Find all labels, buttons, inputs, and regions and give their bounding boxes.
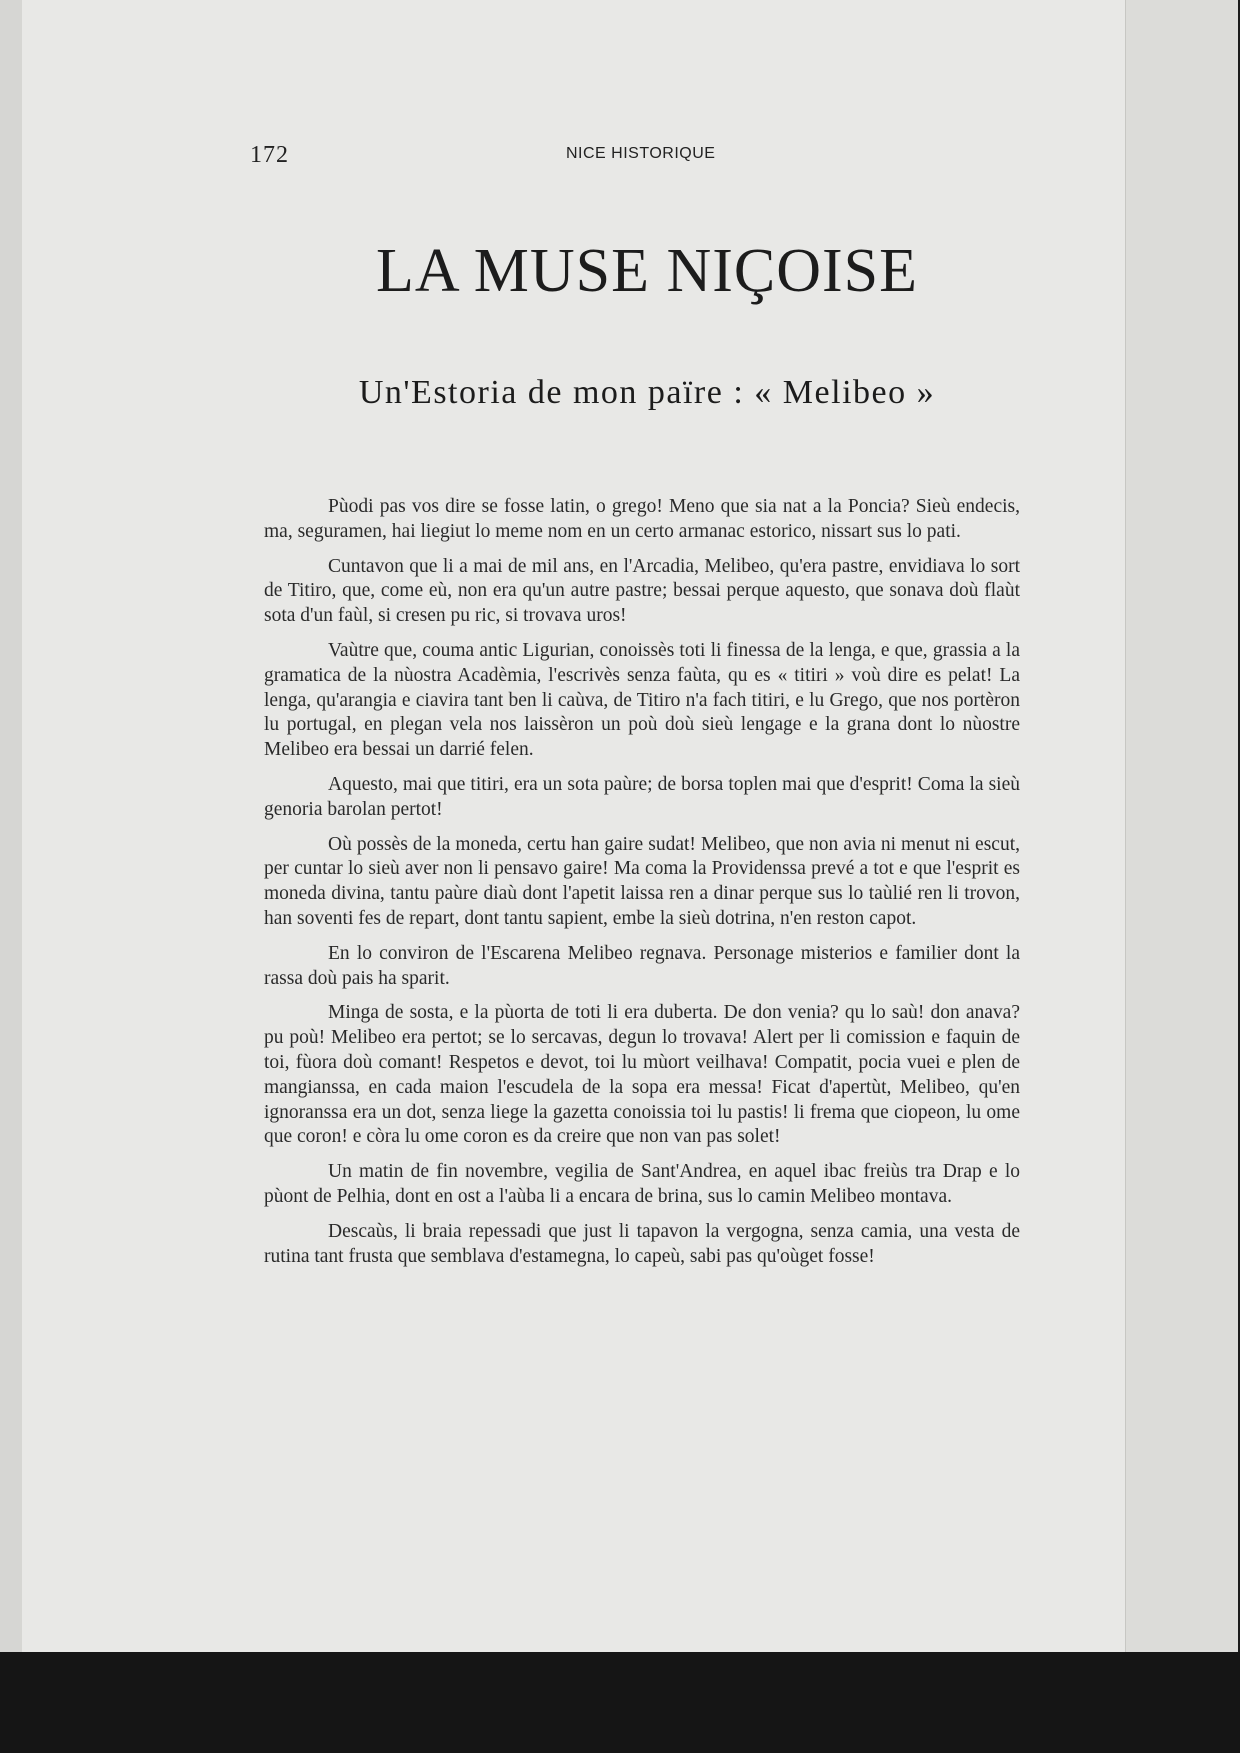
page-number: 172 [250, 142, 289, 168]
paragraph: Aquesto, mai que titiri, era un sota paùre; de borsa toplen mai que d'esprit! Coma la sieù genoria barolan pertot! [264, 773, 1020, 820]
paragraph: Où possès de la moneda, certu han gaire sudat! Melibeo, que non avia ni menut ni escut, per cuntar lo sieù aver non li pensavo gaire! Ma coma la Providenssa prevé a tot e que l'esprit es moneda divina, tantu paùre diaù dont l'apetit laissa ren a dinar perque sus lo taùlié ren li trovon, han soventi fes de repart, dont tantu sapient, embe la sieù dotrina, n'en reston capot. [264, 833, 1020, 929]
paragraph: Cuntavon que li a mai de mil ans, en l'Arcadia, Melibeo, qu'era pastre, envidiava lo sort de Titiro, que, come eù, non era qu'un autre pastre; bessai perque aquesto, que sonava doù flaùt sota d'un faùl, si cresen pu ric, si trovava uros! [264, 555, 1020, 627]
running-title: NICE HISTORIQUE [566, 145, 716, 162]
page-edge [1125, 0, 1238, 1652]
scan-background [0, 1652, 1240, 1753]
paragraph: Descaùs, li braia repessadi que just li tapavon la vergogna, senza camia, una vesta de rutina tant frusta que semblava d'estamegna, lo capeù, sabi pas qu'oùget fosse! [264, 1220, 1020, 1267]
article-subtitle: Un'Estoria de mon païre : « Melibeo » [358, 374, 936, 411]
article-title: LA MUSE NIÇOISE [375, 237, 919, 305]
paragraph: Minga de sosta, e la pùorta de toti li era duberta. De don venia? qu lo saù! don anava? pu poù! Melibeo era pertot; se lo sercavas, degun lo trovava! Alert per li comission e faquin de toi, fùora doù comant! Respetos e devot, toi lu mùort veilhava! Compatit, pocia vuei e plen de mangianssa, en cada maion l'escudela de la sopa era messa! Ficat d'apertùt, Melibeo, qu'en ignoranssa era un dot, senza liege la gazetta conoissia toi lu pastis! li frema que ciopeon, lu ome que coron! e còra lu ome coron es da creire que non van pas solet! [264, 1002, 1020, 1148]
paragraph: Vaùtre que, couma antic Ligurian, conoissès toti li finessa de la lenga, e que, grassia a la gramatica de la nùostra Acadèmia, l'escrivès senza faùta, qu es « titiri » voù dire es pelat! La lenga, qu'arangia e ciavira tant ben li caùva, de Titiro n'a fach titiri, e lu Grego, que nos portèron lu portugal, en plegan vela nos laissèron un poù doù sieù lengage e la grana dont lo nùostre Melibeo era bessai un darrié felen. [264, 639, 1020, 761]
paragraph: Pùodi pas vos dire se fosse latin, o grego! Meno que sia nat a la Poncia? Sieù endecis, ma, seguramen, hai liegiut lo meme nom en un certo armanac estorico, nissart sus lo pati. [264, 496, 1020, 542]
paragraph: En lo conviron de l'Escarena Melibeo regnava. Personage misterios e familier dont la rassa doù pais ha sparit. [264, 942, 1020, 989]
paragraph: Un matin de fin novembre, vegilia de Sant'Andrea, en aquel ibac freiùs tra Drap e lo pùont de Pelhia, dont en ost a l'aùba li a encara de brina, sus lo camin Melibeo montava. [264, 1161, 1020, 1207]
article-body [264, 495, 1020, 1279]
